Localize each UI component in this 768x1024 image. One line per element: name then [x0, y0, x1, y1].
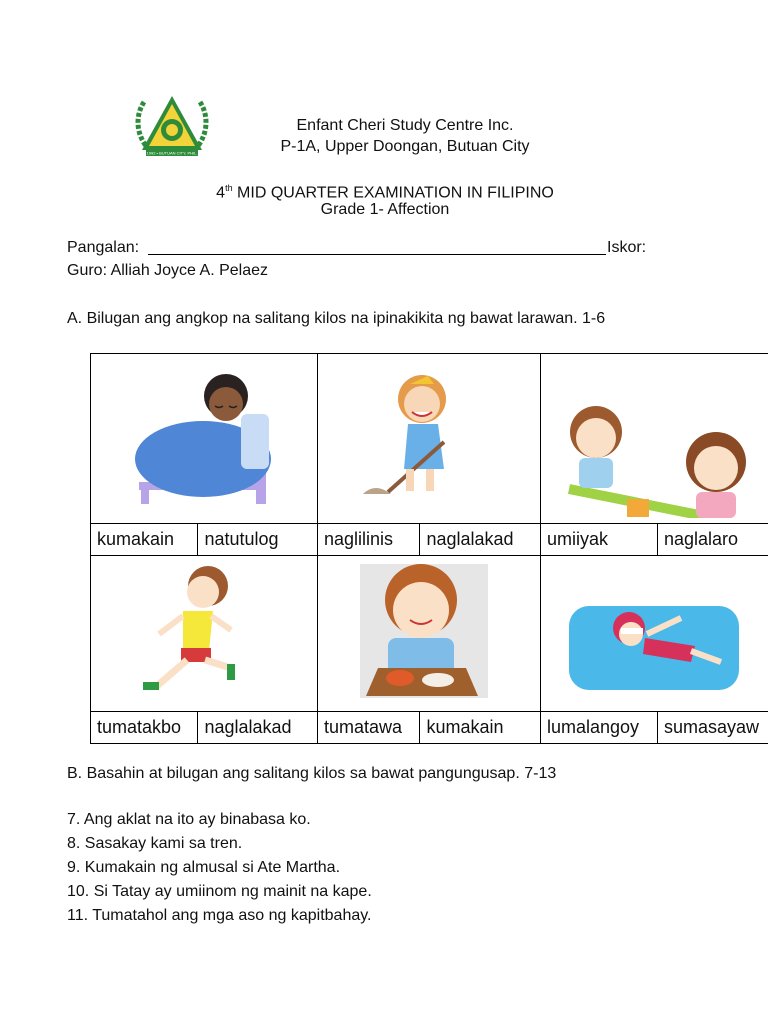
choice-5a[interactable]: tumatawa — [318, 712, 420, 744]
girl-swimming-icon — [541, 556, 768, 706]
choice-1a[interactable]: kumakain — [91, 524, 198, 556]
choice-2b[interactable]: naglalakad — [420, 524, 541, 556]
exam-ordinal-suffix: th — [225, 183, 233, 193]
kids-seesaw-icon — [541, 354, 768, 518]
choice-2a[interactable]: naglilinis — [318, 524, 420, 556]
exam-title-text: MID QUARTER EXAMINATION IN FILIPINO — [232, 184, 554, 202]
picture-cell-swimming — [541, 556, 768, 712]
choice-1b[interactable]: natutulog — [198, 524, 318, 556]
exam-ordinal: 4 — [216, 184, 226, 202]
girl-mopping-icon — [318, 354, 540, 518]
choice-6a[interactable]: lumalangoy — [541, 712, 658, 744]
svg-text:1992 • BUTUAN CITY, PHIL.: 1992 • BUTUAN CITY, PHIL. — [146, 150, 198, 156]
choice-6b[interactable]: sumasayaw — [657, 712, 768, 744]
picture-cell-eating — [318, 556, 541, 712]
choice-3b[interactable]: naglalaro — [657, 524, 768, 556]
section-b-instruction: B. Basahin at bilugan ang salitang kilos sa bawat pangungusap. 7-13 — [67, 765, 557, 782]
teacher-line: Guro: Alliah Joyce A. Pelaez — [67, 262, 268, 279]
picture-cell-seesaw — [541, 354, 768, 524]
school-address: P-1A, Upper Doongan, Butuan City — [280, 138, 530, 155]
school-logo — [132, 92, 212, 162]
picture-cell-mopping — [318, 354, 541, 524]
boy-sleeping-icon — [91, 354, 317, 518]
school-name: Enfant Cheri Study Centre Inc. — [296, 117, 514, 134]
boy-eating-icon — [318, 556, 540, 706]
name-field-line[interactable] — [148, 254, 606, 255]
choice-4a[interactable]: tumatakbo — [91, 712, 198, 744]
choice-3a[interactable]: umiiyak — [541, 524, 658, 556]
choice-5b[interactable]: kumakain — [420, 712, 541, 744]
question-11: 11. Tumatahol ang mga aso ng kapitbahay. — [67, 907, 372, 924]
grade-section: Grade 1- Affection — [320, 201, 450, 218]
question-10: 10. Si Tatay ay umiinom ng mainit na kape. — [67, 883, 372, 900]
picture-cell-sleeping — [91, 354, 318, 524]
question-8: 8. Sasakay kami sa tren. — [67, 835, 243, 852]
boy-running-icon — [91, 556, 317, 706]
picture-cell-running — [91, 556, 318, 712]
picture-choice-table — [90, 353, 768, 744]
question-9: 9. Kumakain ng almusal si Ate Martha. — [67, 859, 341, 876]
name-label: Pangalan: — [67, 239, 140, 256]
question-7: 7. Ang aklat na ito ay binabasa ko. — [67, 811, 311, 828]
choice-4b[interactable]: naglalakad — [198, 712, 318, 744]
section-a-instruction: A. Bilugan ang angkop na salitang kilos na ipinakikita ng bawat larawan. 1-6 — [67, 310, 606, 327]
score-label: Iskor: — [607, 239, 647, 256]
